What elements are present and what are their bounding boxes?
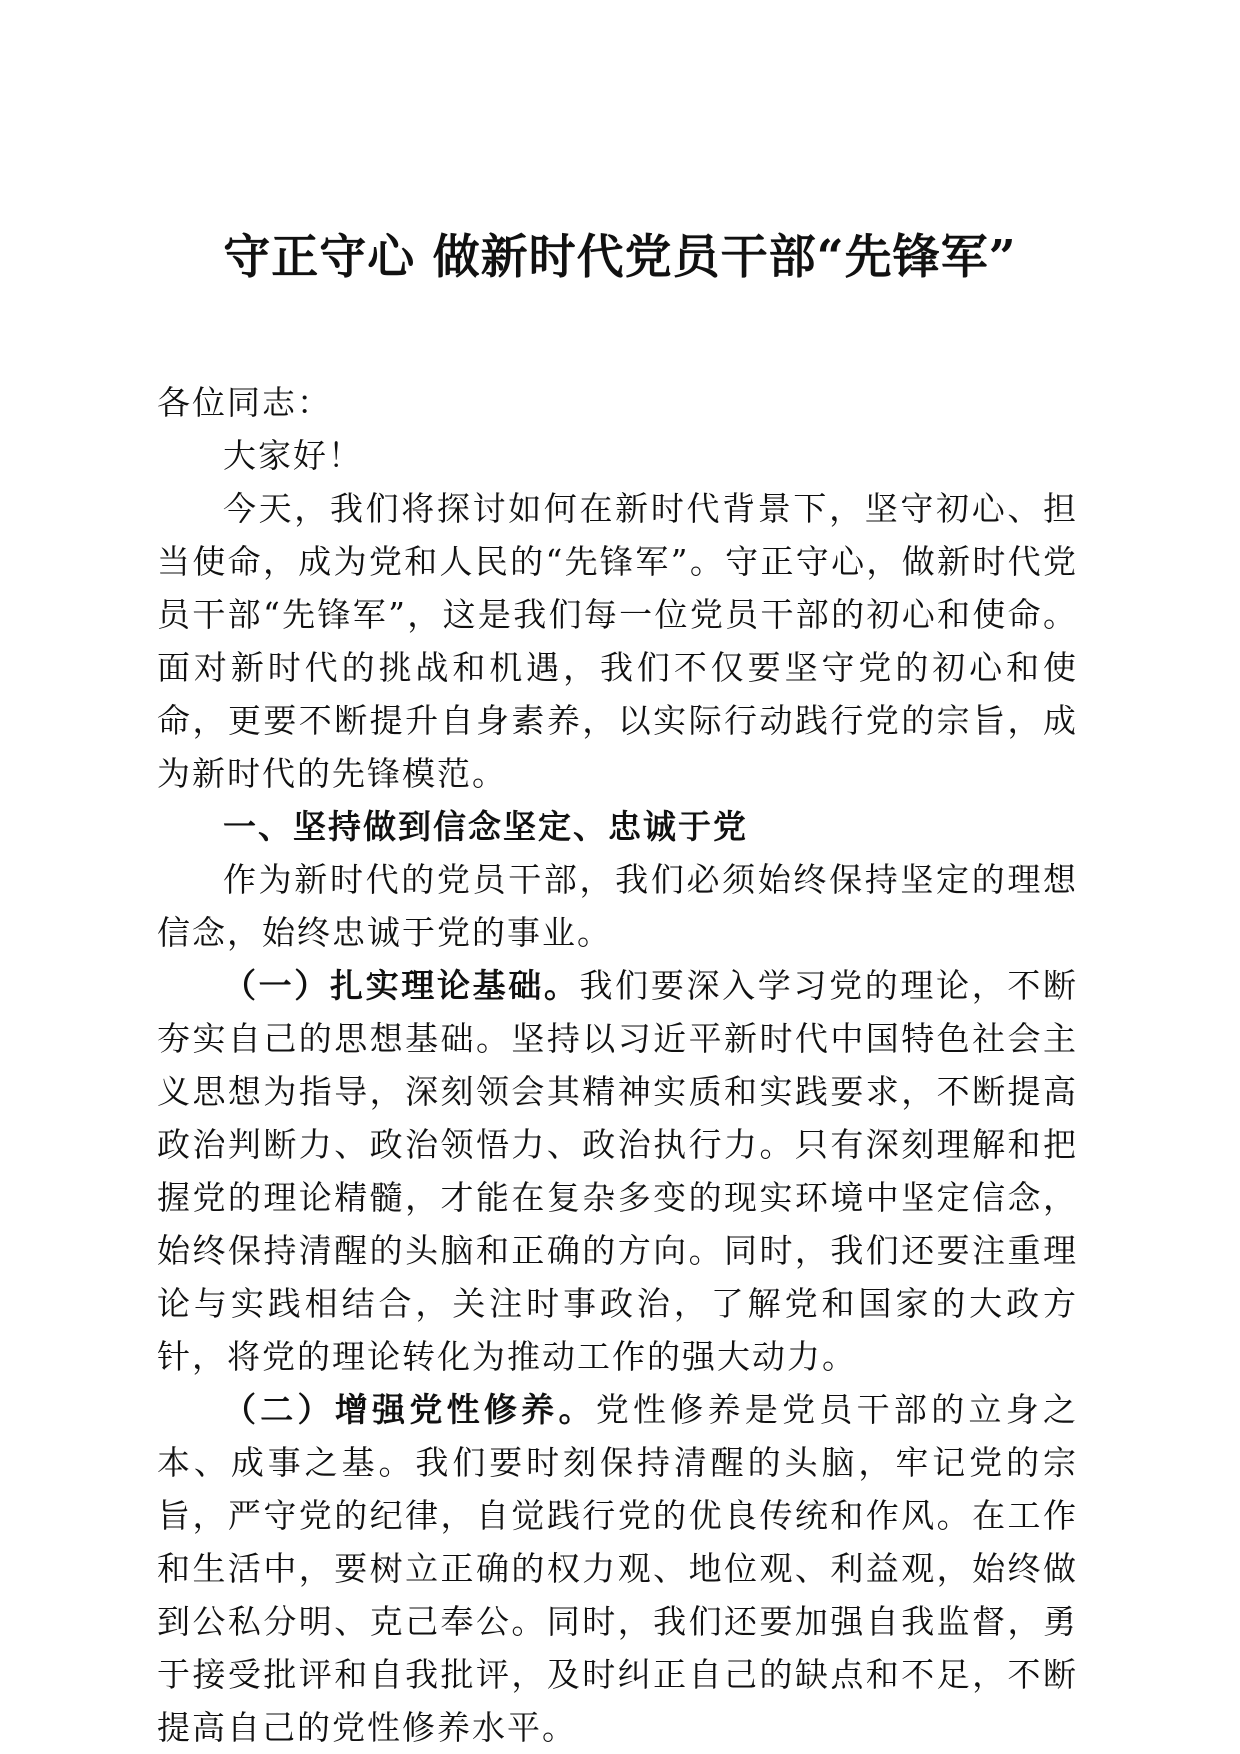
document-body xyxy=(157,376,1078,1754)
document-title: 守正守心 做新时代党员干部“先锋军” xyxy=(223,230,1017,285)
point-paragraph-2 xyxy=(157,1383,1078,1754)
section-intro-paragraph: 作为新时代的党员干部，我们必须始终保持坚定的理想信念，始终忠诚于党的事业。 xyxy=(157,860,1078,952)
salutation: 各位同志： xyxy=(157,383,332,422)
point-text-1: 我们要深入学习党的理论，不断夯实自己的思想基础。坚持以习近平新时代中国特色社会主义思想为指导，深刻领会其精神实质和实践要求，不断提高政治判断力、政治领悟力、政治执行力。只有深刻理解和把握党的理论精髓，才能在复杂多变的现实环境中坚定信念，始终保持清醒的头脑和正确的方向。同时，我们还要注重理论与实践相结合，关注时事政治，了解党和国家的大政方针，将党的理论转化为推动工作的强大动力。 xyxy=(157,966,1079,1376)
section-heading: 一、坚持做到信念坚定、忠诚于党 xyxy=(223,807,748,846)
intro-paragraph: 今天，我们将探讨如何在新时代背景下，坚守初心、担当使命，成为党和人民的“先锋军”。守正守心，做新时代党员干部“先锋军”，这是我们每一位党员干部的初心和使命。面对新时代的挑战和机遇，我们不仅要坚守党的初心和使命，更要不断提升自身素养，以实际行动践行党的宗旨，成为新时代的先锋模范。 xyxy=(157,489,1078,793)
greeting: 大家好！ xyxy=(223,436,363,475)
point-paragraph-1 xyxy=(157,959,1078,1383)
point-text-2: 党性修养是党员干部的立身之本、成事之基。我们要时刻保持清醒的头脑，牢记党的宗旨，严守党的纪律，自觉践行党的优良传统和作风。在工作和生活中，要树立正确的权力观、地位观、利益观，始终做到公私分明、克己奉公。同时，我们还要加强自我监督，勇于接受批评和自我批评，及时纠正自己的缺点和不足，不断提高自己的党性修养水平。 xyxy=(157,1390,1079,1747)
point-lead-2: （二）增强党性修养。 xyxy=(223,1390,596,1429)
point-lead-1: （一）扎实理论基础。 xyxy=(223,966,580,1005)
